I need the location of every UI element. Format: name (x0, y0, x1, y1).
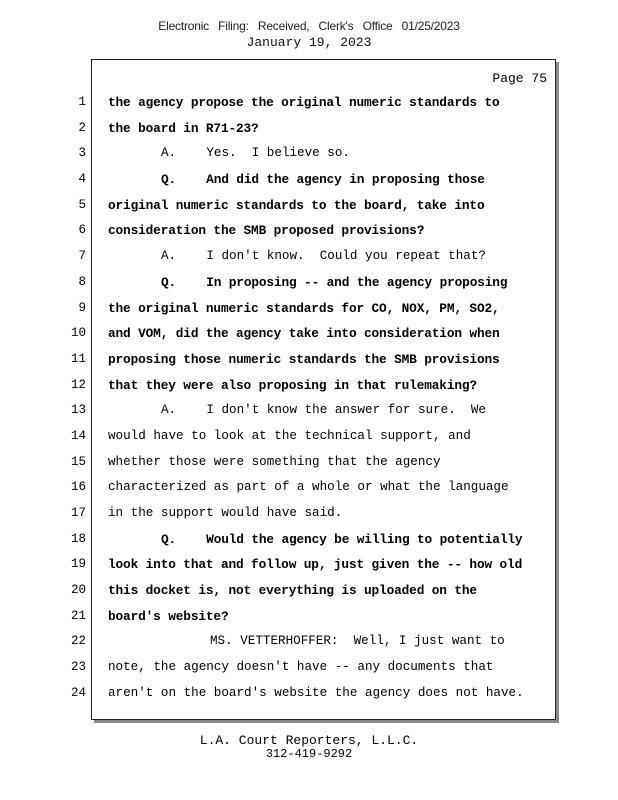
reporter-company: L.A. Court Reporters, L.L.C. (199, 733, 419, 748)
line-number: 23 (70, 660, 86, 675)
transcript-line: aren't on the board's website the agency does not have. (108, 685, 524, 700)
line-number: 9 (78, 300, 86, 315)
transcript-line: whether those were something that the agency (108, 454, 441, 469)
transcript-line: this docket is, not everything is uploaded on the (108, 583, 477, 599)
filing-stamp-header: Electronic Filing: Received, Clerk's Office 01/25/2023 (158, 19, 460, 33)
line-number: 11 (70, 351, 86, 366)
transcript-line: characterized as part of a whole or what the language (108, 480, 509, 495)
transcript-line: the agency propose the original numeric standards to (108, 95, 500, 110)
transcript-line: A. I don't know the answer for sure. We (161, 403, 486, 418)
line-number: 6 (78, 223, 86, 238)
line-number: 3 (78, 146, 86, 161)
line-number: 16 (70, 480, 86, 495)
transcript-line: look into that and follow up, just given the -- how old (108, 557, 523, 573)
page-number: Page 75 (492, 71, 547, 86)
transcript-line: that they were also proposing in that rulemaking? (108, 377, 477, 393)
line-number: 18 (70, 531, 86, 546)
transcript-line: Q. And did the agency in proposing those (161, 172, 485, 188)
line-number: 12 (70, 377, 86, 392)
transcript-line: MS. VETTERHOFFER: Well, I just want to (210, 634, 505, 649)
transcript-line: original numeric standards to the board, take into (108, 197, 485, 213)
transcript-line: and VOM, did the agency take into consideration when (108, 326, 500, 342)
line-number: 2 (78, 120, 86, 135)
transcript-body (108, 90, 553, 707)
line-number: 7 (78, 249, 86, 264)
line-number: 21 (70, 608, 86, 623)
line-number: 17 (70, 506, 86, 520)
transcript-line: the board in R71-23? (108, 120, 259, 136)
line-number: 8 (78, 274, 86, 289)
line-number: 15 (70, 454, 86, 469)
transcript-line: proposing those numeric standards the SMB provisions (108, 351, 500, 367)
line-number: 1 (78, 95, 86, 109)
line-number: 4 (78, 172, 86, 187)
line-number-column (60, 90, 86, 707)
transcript-line: the original numeric standards for CO, NOX, PM, SO2, (108, 300, 500, 316)
transcript-line: in the support would have said. (108, 506, 343, 520)
line-number: 5 (78, 197, 86, 212)
transcript-line: board's website? (108, 608, 229, 624)
transcript-line: A. Yes. I believe so. (161, 146, 350, 161)
transcript-line: Q. Would the agency be willing to potentially (161, 531, 523, 547)
line-number: 22 (70, 634, 86, 649)
transcript-line: A. I don't know. Could you repeat that? (161, 249, 486, 264)
line-number: 14 (70, 428, 86, 443)
line-number: 19 (70, 557, 86, 572)
line-number: 10 (70, 326, 86, 341)
line-number: 13 (70, 403, 86, 418)
transcript-line: would have to look at the technical support, and (108, 428, 471, 443)
transcript-line: note, the agency doesn't have -- any documents that (108, 660, 494, 675)
line-number: 20 (70, 583, 86, 598)
transcript-line: consideration the SMB proposed provisions? (108, 223, 425, 239)
reporter-phone: 312-419-9292 (265, 747, 353, 761)
line-number: 24 (70, 685, 86, 700)
transcript-line: Q. In proposing -- and the agency proposing (161, 274, 508, 290)
transcript-date: January 19, 2023 (246, 35, 372, 50)
